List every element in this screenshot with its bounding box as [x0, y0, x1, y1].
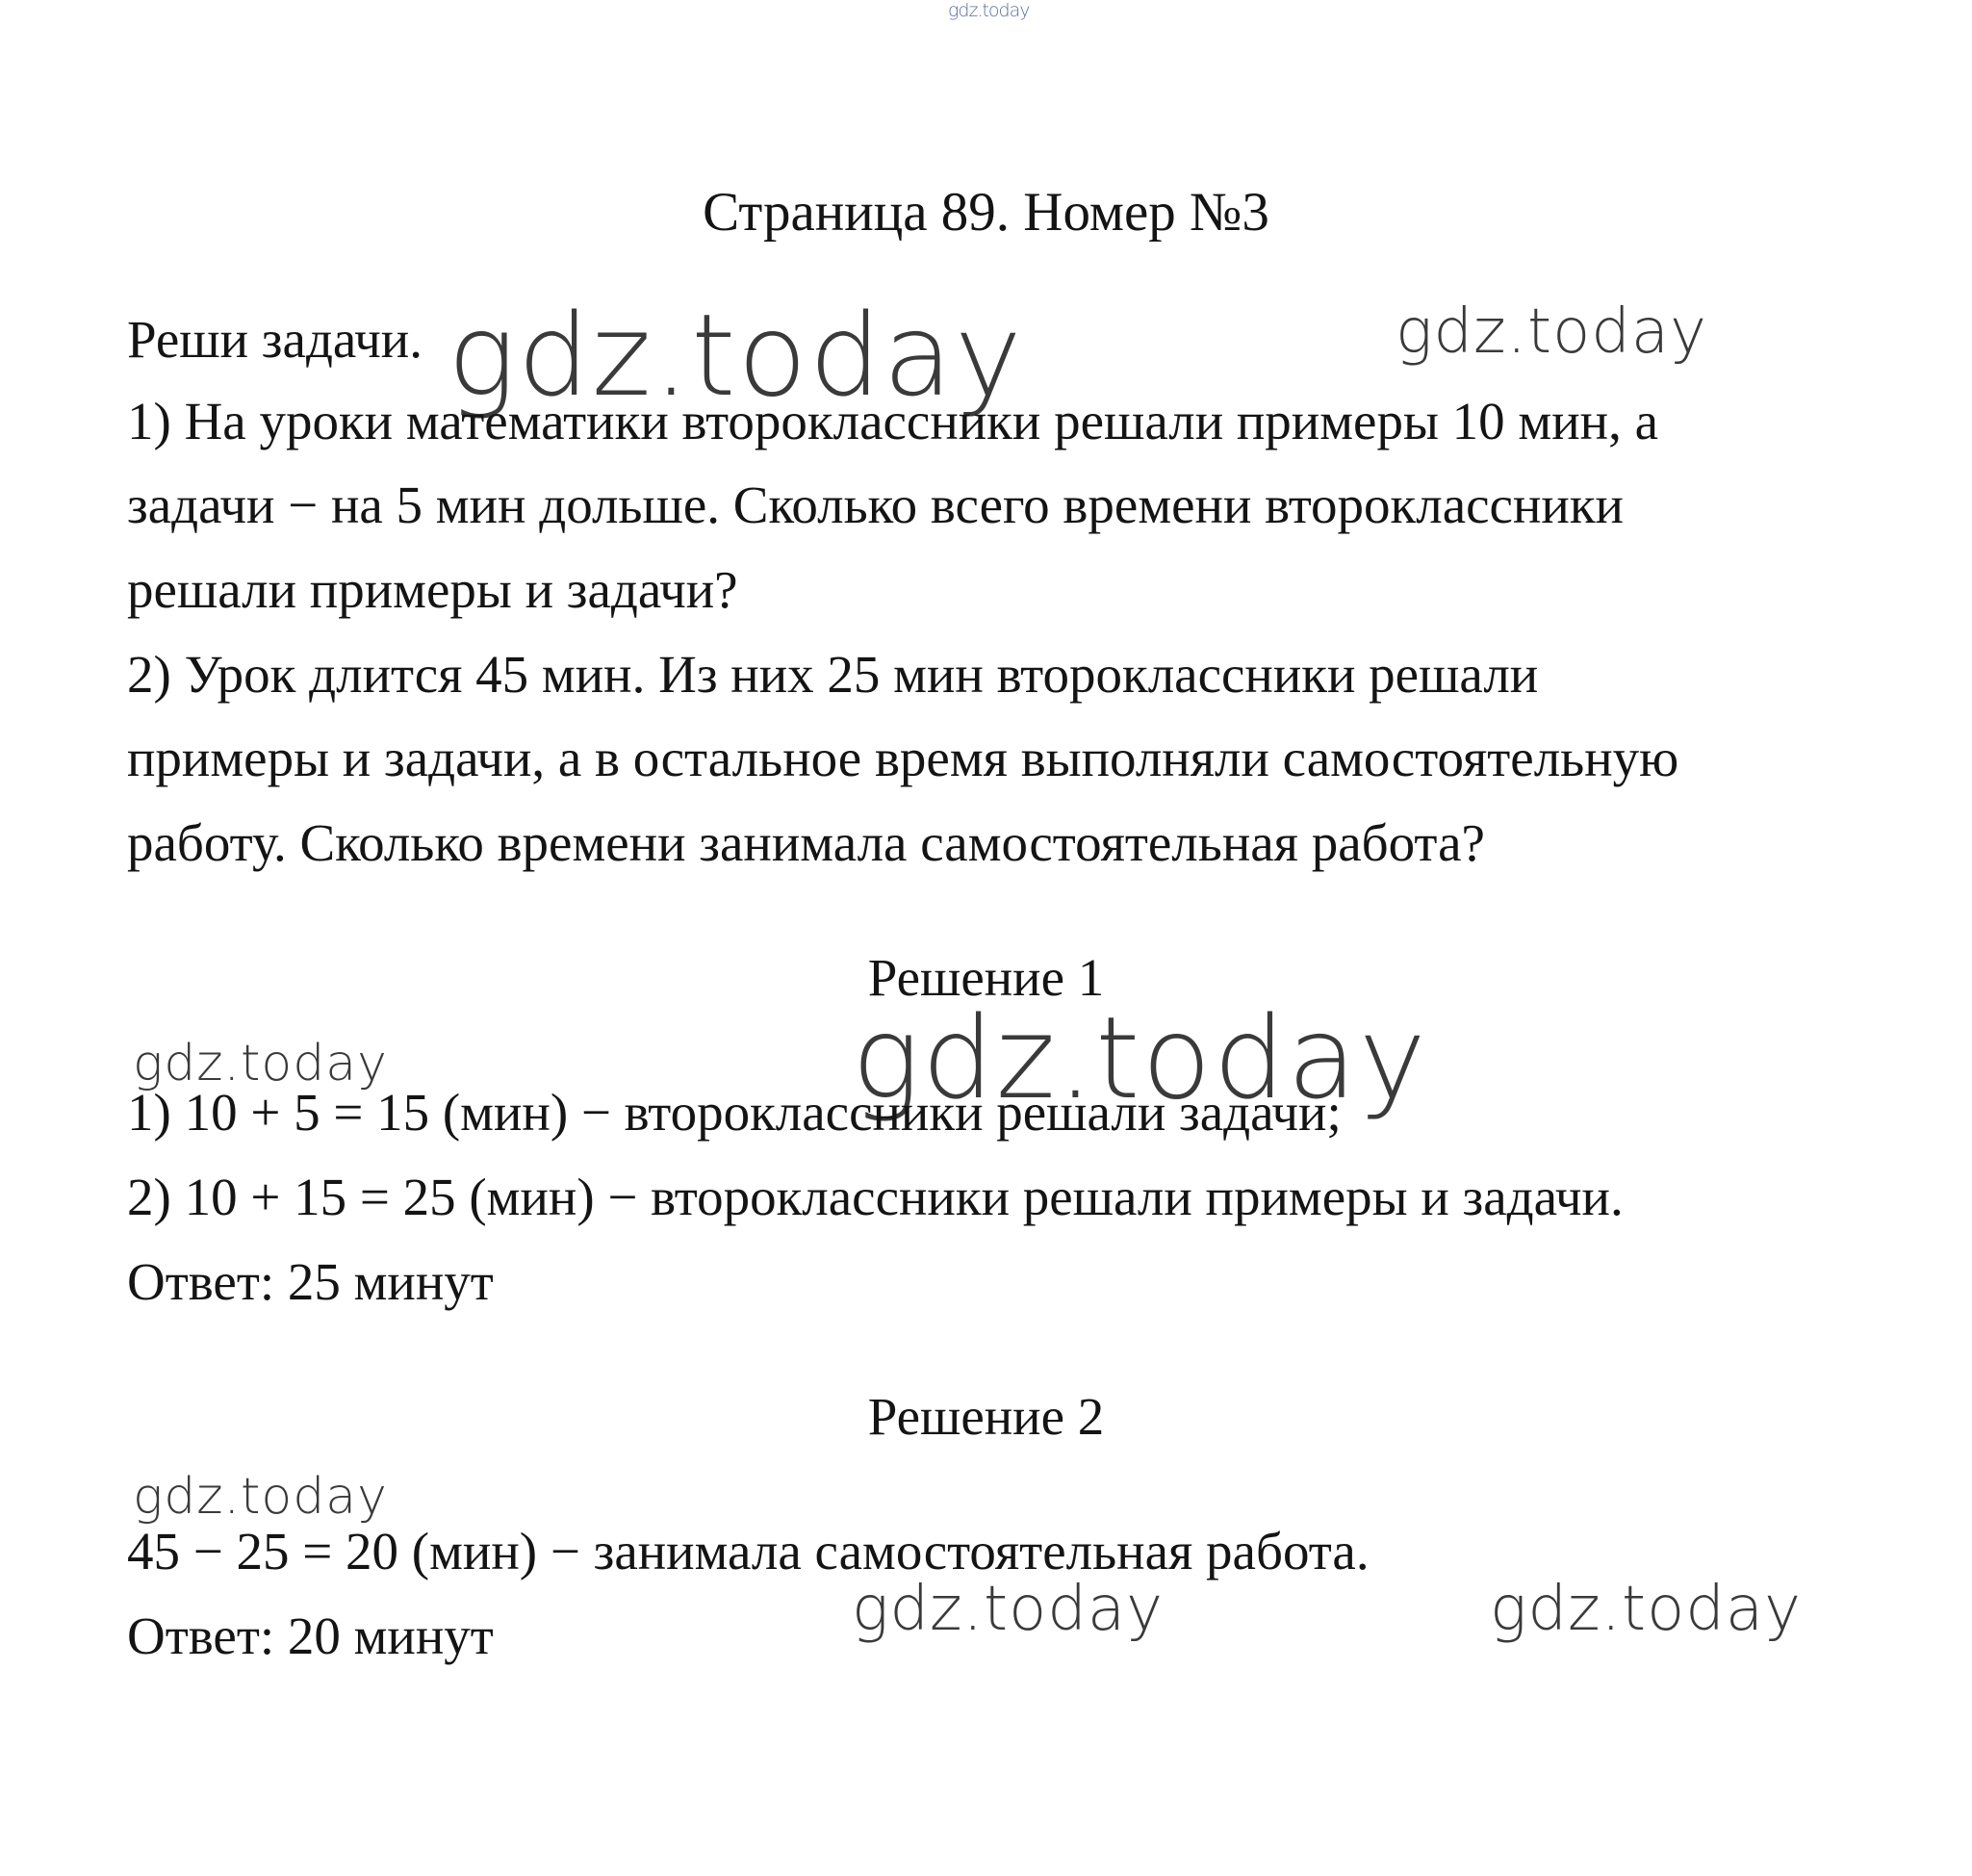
solution-1-answer: Ответ: 25 минут: [127, 1252, 494, 1311]
watermark-medium-1: gdz.today: [1396, 296, 1707, 368]
watermark-small-1: gdz.today: [133, 1035, 388, 1092]
watermark-small-2: gdz.today: [133, 1468, 388, 1526]
watermark-medium-3: gdz.today: [1490, 1574, 1802, 1645]
solution-1-heading: Решение 1: [867, 948, 1105, 1007]
task-line-6: работу. Сколько времени занимала самостоятельная работа?: [127, 813, 1485, 872]
task-intro: Реши задачи.: [127, 310, 423, 369]
solution-2-heading: Решение 2: [867, 1387, 1105, 1446]
solution-2-answer: Ответ: 20 минут: [127, 1606, 494, 1665]
watermark-large-1: gdz.today: [448, 289, 1024, 422]
task-line-1: 1) На уроки математики второклассники решали примеры 10 мин, а: [127, 392, 1658, 450]
task-line-2: задачи − на 5 мин дольше. Сколько всего времени второклассники: [127, 475, 1624, 534]
task-line-3: решали примеры и задачи?: [127, 560, 738, 619]
task-line-5: примеры и задачи, а в остальное время выполняли самостоятельную: [127, 729, 1679, 787]
solution-1-line-1: 1) 10 + 5 = 15 (мин) − второклассники решали задачи;: [127, 1083, 1342, 1142]
page-title: Страница 89. Номер №3: [703, 182, 1269, 243]
watermark-top: gdz.today: [948, 0, 1030, 21]
watermark-medium-2: gdz.today: [852, 1574, 1164, 1645]
solution-2-line-1: 45 − 25 = 20 (мин) − занимала самостоятельная работа.: [127, 1522, 1370, 1580]
task-line-4: 2) Урок длится 45 мин. Из них 25 мин второклассники решали: [127, 645, 1539, 704]
watermark-large-2: gdz.today: [852, 991, 1428, 1124]
solution-1-line-2: 2) 10 + 15 = 25 (мин) − второклассники решали примеры и задачи.: [127, 1168, 1624, 1226]
